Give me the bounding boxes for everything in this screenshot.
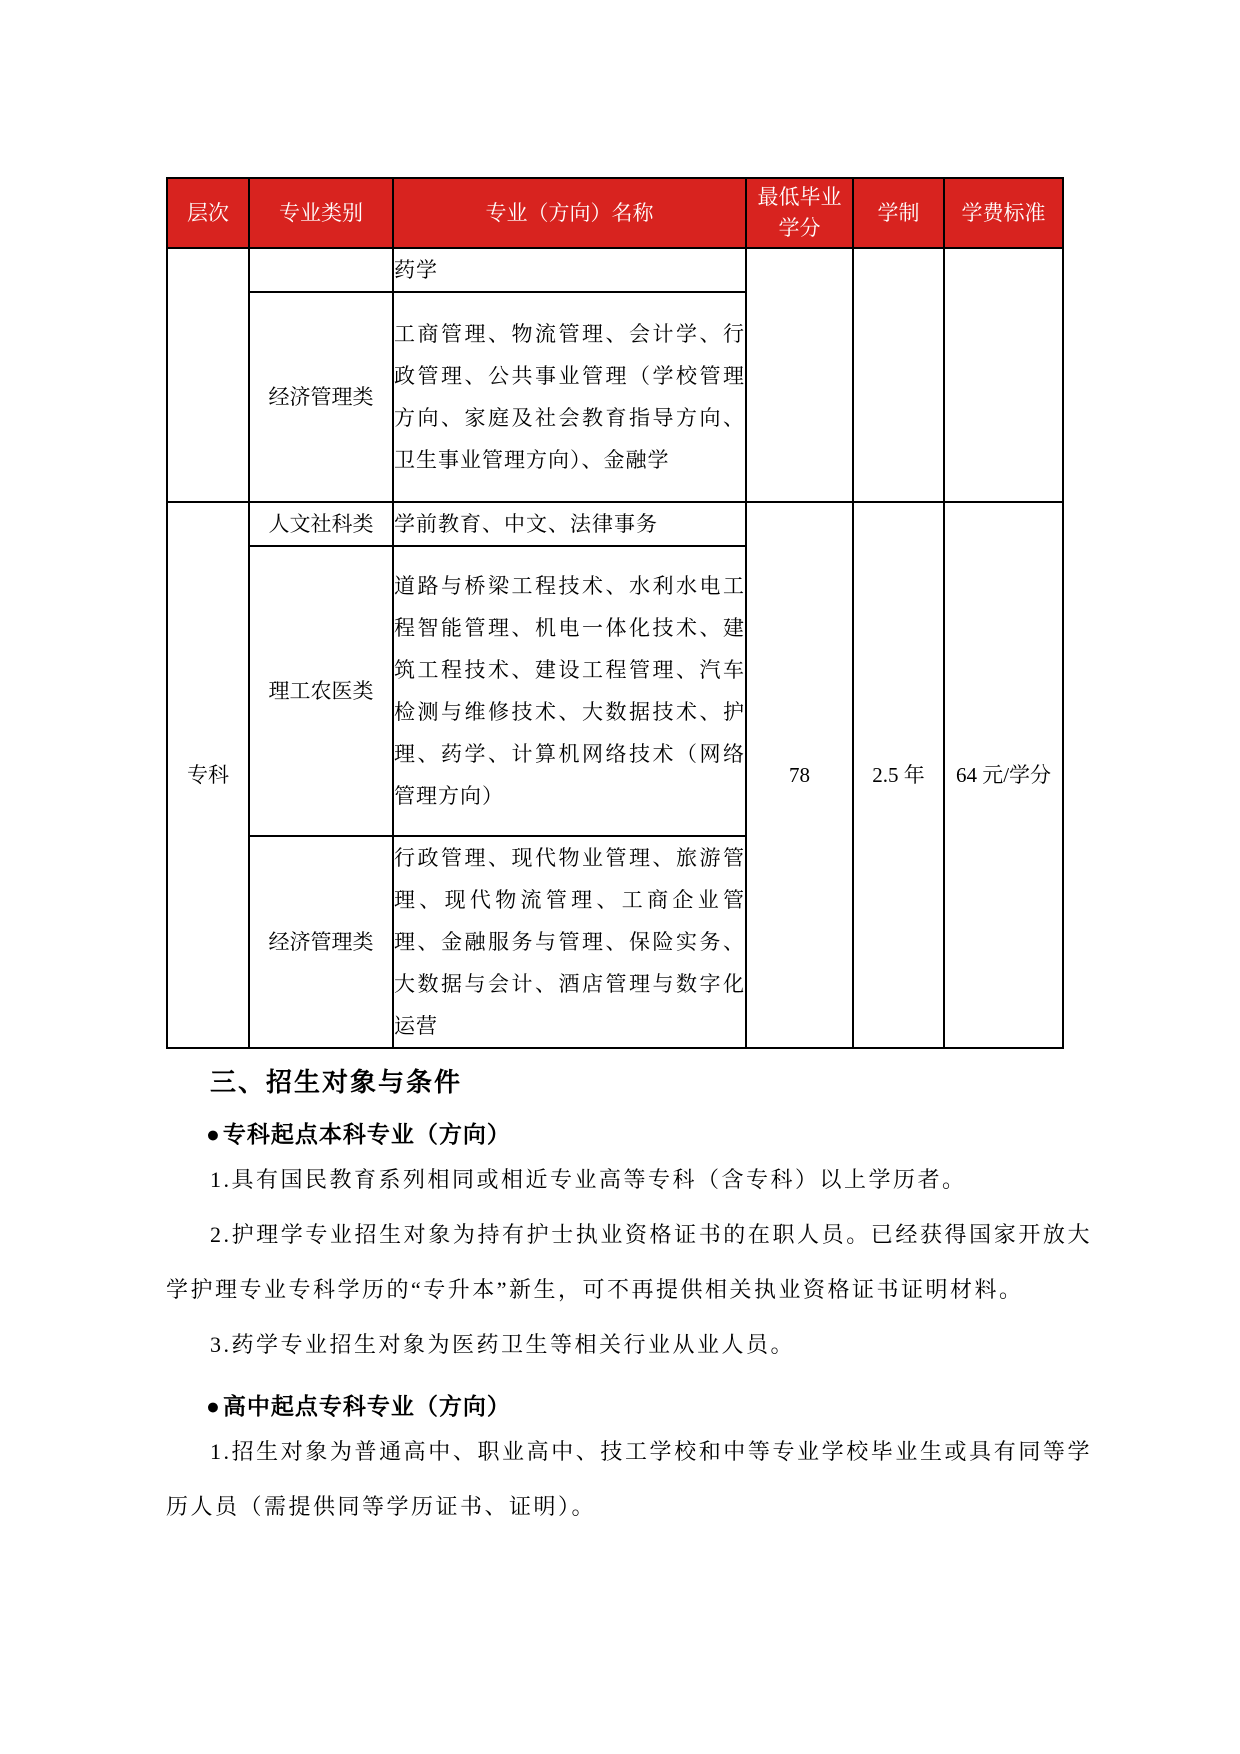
table-header-row [167, 178, 1063, 248]
cell-duration-group2: 2.5 年 [853, 502, 944, 1048]
cell-category [249, 248, 393, 292]
table-row [167, 248, 1063, 292]
header-min-credits: 最低毕业学分 [746, 178, 853, 248]
bullet-icon: ● [206, 1393, 221, 1419]
header-level: 层次 [167, 178, 249, 248]
header-major-name: 专业（方向）名称 [393, 178, 746, 248]
header-tuition: 学费标准 [944, 178, 1063, 248]
bullet-title-text: 专科起点本科专业（方向） [222, 1121, 511, 1147]
bullet-title-benke [206, 1116, 1092, 1152]
cell-tuition-group1 [944, 248, 1063, 502]
bullet-icon: ● [206, 1121, 221, 1147]
cell-majors: 工商管理、物流管理、会计学、行政管理、公共事业管理（学校管理方向、家庭及社会教育指导方向、卫生事业管理方向）、金融学 [393, 292, 746, 502]
cell-majors: 行政管理、现代物业管理、旅游管理、现代物流管理、工商企业管理、金融服务与管理、保险实务、大数据与会计、酒店管理与数字化运营 [393, 836, 746, 1048]
paragraph: 1.具有国民教育系列相同或相近专业高等专科（含专科）以上学历者。 [210, 1167, 967, 1192]
cell-tuition-group2: 64 元/学分 [944, 502, 1063, 1048]
cell-majors: 药学 [393, 248, 746, 292]
paragraph: 1.招生对象为普通高中、职业高中、技工学校和中等专业学校毕业生或具有同等学历人员（需提供同等学历证书、证明）。 [166, 1439, 1092, 1519]
program-table [166, 177, 1064, 1049]
admission-section [166, 1040, 1092, 1534]
paragraph: 3.药学专业招生对象为医药卫生等相关行业从业人员。 [210, 1332, 796, 1357]
bullet-title-zhuanke [206, 1388, 1092, 1424]
cell-category: 经济管理类 [249, 836, 393, 1048]
cell-min-credits-group2: 78 [746, 502, 853, 1048]
cell-level-group1 [167, 248, 249, 502]
table-row [167, 502, 1063, 546]
cell-duration-group1 [853, 248, 944, 502]
cell-min-credits-group1 [746, 248, 853, 502]
header-duration: 学制 [853, 178, 944, 248]
cell-category: 人文社科类 [249, 502, 393, 546]
section-heading: 三、招生对象与条件 [210, 1067, 463, 1097]
cell-category: 经济管理类 [249, 292, 393, 502]
cell-majors: 学前教育、中文、法律事务 [393, 502, 746, 546]
cell-level-group2: 专科 [167, 502, 249, 1048]
cell-category: 理工农医类 [249, 546, 393, 836]
cell-majors: 道路与桥梁工程技术、水利水电工程智能管理、机电一体化技术、建筑工程技术、建设工程管理、汽车检测与维修技术、大数据技术、护理、药学、计算机网络技术（网络管理方向） [393, 546, 746, 836]
header-category: 专业类别 [249, 178, 393, 248]
paragraph: 2.护理学专业招生对象为持有护士执业资格证书的在职人员。已经获得国家开放大学护理专业专科学历的“专升本”新生，可不再提供相关执业资格证书证明材料。 [166, 1222, 1092, 1302]
bullet-title-text: 高中起点专科专业（方向） [222, 1393, 511, 1419]
